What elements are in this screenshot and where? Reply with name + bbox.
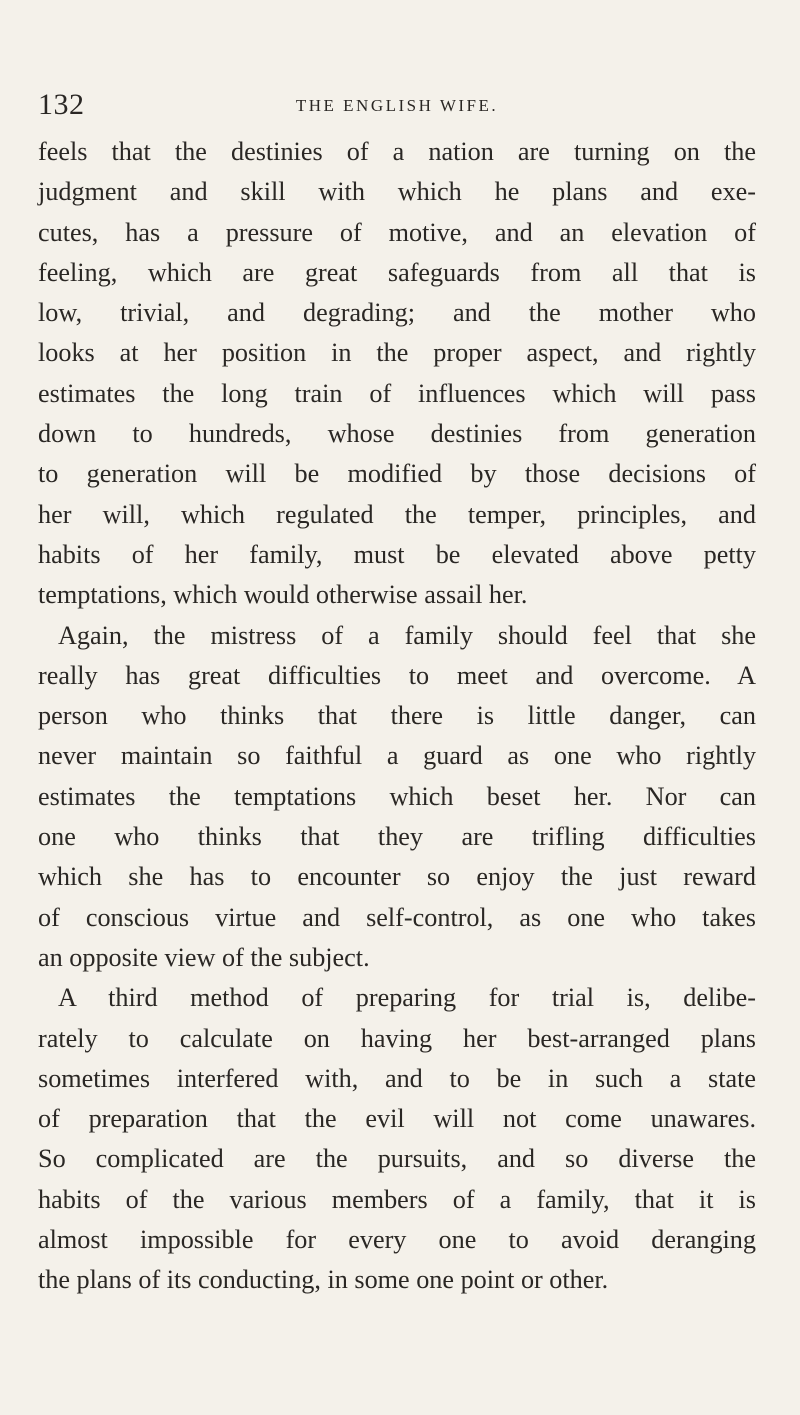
text-line: person who thinks that there is little danger, can (38, 701, 756, 731)
text-line: estimates the temptations which beset her. Nor can (38, 781, 756, 811)
text-line: down to hundreds, whose destinies from generation (38, 419, 756, 449)
page-header (38, 88, 756, 128)
text-line: estimates the long train of influences which will pass (38, 378, 756, 408)
page-number: 132 (38, 88, 85, 121)
running-title: THE ENGLISH WIFE. (295, 96, 499, 115)
text-line: Again, the mistress of a family should feel that she (58, 620, 756, 650)
text-line: never maintain so faithful a guard as one who rightly (38, 741, 756, 771)
text-line: looks at her position in the proper aspect, and rightly (38, 338, 756, 368)
text-line: an opposite view of the subject. (38, 942, 370, 972)
text-line: the plans of its conducting, in some one point or other. (38, 1265, 609, 1295)
text-line: A third method of preparing for trial is, delibe- (58, 983, 756, 1013)
text-line: which she has to encounter so enjoy the just reward (38, 862, 756, 892)
text-line: one who thinks that they are trifling difficulties (38, 822, 756, 852)
text-line: almost impossible for every one to avoid deranging (38, 1225, 756, 1255)
text-line: feeling, which are great safeguards from all that is (38, 257, 756, 287)
text-line: her will, which regulated the temper, principles, and (38, 499, 756, 529)
text-line: habits of the various members of a family, that it is (38, 1184, 756, 1214)
text-line: of preparation that the evil will not come unawares. (38, 1104, 756, 1134)
text-line: low, trivial, and degrading; and the mother who (38, 298, 756, 328)
body-text (38, 132, 756, 1301)
text-line: feels that the destinies of a nation are turning on the (38, 137, 756, 166)
text-line: judgment and skill with which he plans and exe- (38, 177, 756, 207)
text-line: of conscious virtue and self-control, as one who takes (38, 902, 756, 932)
text-line: to generation will be modified by those decisions of (38, 459, 756, 489)
text-line: So complicated are the pursuits, and so diverse the (38, 1144, 756, 1174)
text-line: rately to calculate on having her best-arranged plans (38, 1023, 756, 1053)
text-line: temptations, which would otherwise assail her. (38, 580, 528, 610)
text-line: cutes, has a pressure of motive, and an elevation of (38, 217, 756, 247)
text-line: really has great difficulties to meet and overcome. A (38, 660, 756, 690)
text-line: sometimes interfered with, and to be in such a state (38, 1063, 756, 1093)
text-line: habits of her family, must be elevated above petty (38, 539, 756, 569)
